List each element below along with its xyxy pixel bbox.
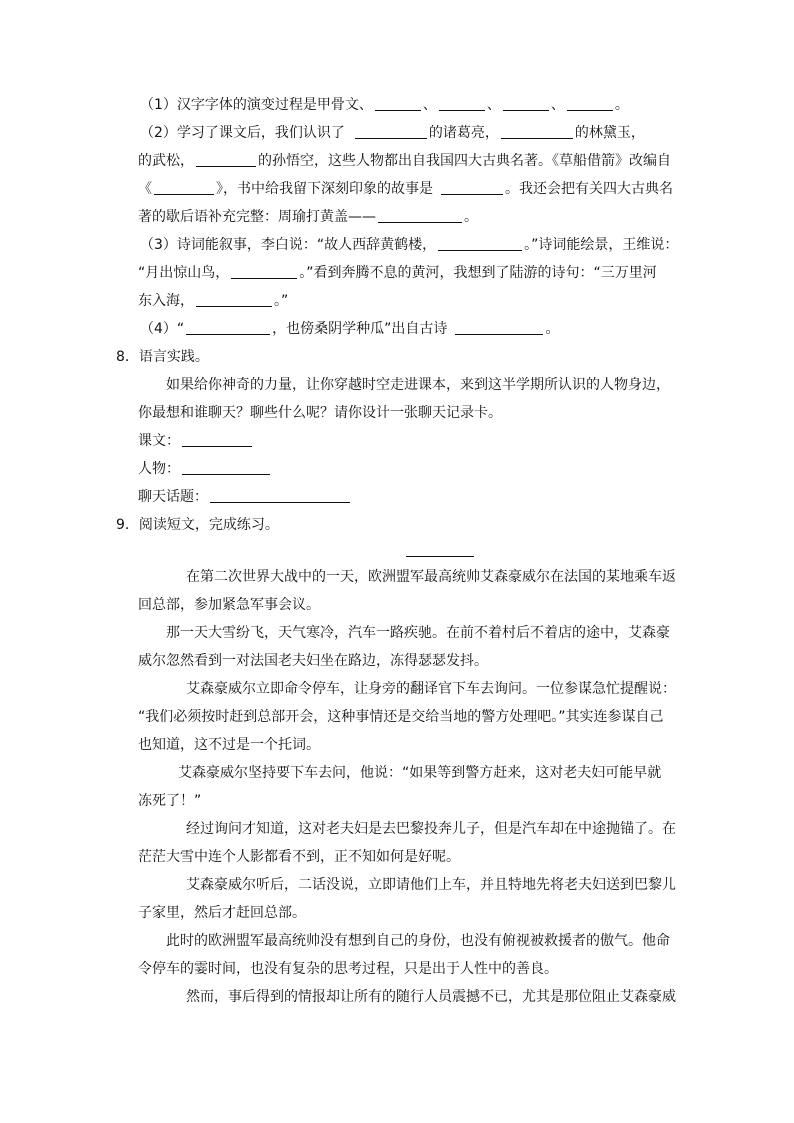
answer-blank[interactable]	[501, 124, 573, 139]
passage-line: 茫茫大雪中连个人影都看不到，正不知如何是好呢。	[138, 849, 460, 865]
passage-line: 冻死了！”	[138, 793, 202, 809]
passage-line: “我们必须按时赶到总部开会，这种事情还是交给当地的警方处理吧。”其实连参谋自己	[138, 709, 664, 725]
q7-line-9	[140, 320, 559, 338]
q7-text: 。	[614, 97, 629, 113]
field-label: 聊天话题：	[138, 489, 208, 505]
q7-line-2	[140, 124, 645, 142]
q7-text: （1）汉字字体的演变过程是甲骨文、	[140, 97, 373, 113]
passage-line: 在第二次世界大战中的一天，欧洲盟军最高统帅艾森豪威尔在法国的某地乘车返	[186, 569, 676, 585]
q7-text: “月出惊山鸟，	[138, 265, 230, 281]
passage-line: 子家里，然后才赶回总部。	[138, 905, 306, 921]
q7-text: 《	[138, 181, 152, 197]
q8-field-text	[138, 432, 254, 450]
q7-text: 。”	[274, 293, 289, 309]
q7-line-8	[138, 292, 288, 310]
passage-line: 那一天大雪纷飞，天气寒冷，汽车一路疾驰。在前不着村后不着店的途中，艾森豪	[166, 625, 670, 641]
q7-text: （3）诗词能叙事，李白说：“故人西辞黄鹤楼，	[140, 237, 437, 253]
q9-title: 9．阅读短文，完成练习。	[116, 517, 279, 533]
q7-text: 、	[422, 97, 437, 113]
answer-blank[interactable]	[439, 96, 485, 111]
q7-text: 著的歇后语补充完整：周瑜打黄盖——	[138, 209, 376, 225]
q7-text: 的林黛玉，	[574, 125, 645, 141]
passage-line: 艾森豪威尔听后，二话没说，立即请他们上车，并且特地先将老夫妇送到巴黎儿	[186, 877, 676, 893]
answer-blank[interactable]	[503, 96, 549, 111]
answer-blank[interactable]	[154, 180, 214, 195]
q7-text: 。”看到奔腾不息的黄河，我想到了陆游的诗句：“三万里河	[299, 265, 657, 281]
q7-text: 的诸葛亮，	[428, 125, 499, 141]
passage-line: 经过询问才知道，这对老夫妇是去巴黎投奔儿子，但是汽车却在中途抛锚了。在	[186, 821, 676, 837]
answer-blank[interactable]	[231, 264, 297, 279]
passage-line: 回总部，参加紧急军事会议。	[138, 597, 320, 613]
q7-text: 的武松，	[138, 153, 194, 169]
q7-text: ，也傍桑阴学种瓜”出自古诗	[272, 321, 448, 337]
answer-blank[interactable]	[355, 124, 427, 139]
q7-text: 。”诗词能绘景，王维说：	[524, 237, 679, 253]
passage-line: 威尔忽然看到一对法国老夫妇坐在路边，冻得瑟瑟发抖。	[138, 653, 488, 669]
q7-text: 》，书中给我留下深刻印象的故事是	[216, 181, 433, 197]
q7-text: 、	[486, 97, 501, 113]
answer-blank[interactable]	[375, 96, 421, 111]
q7-text: （2）学习了课文后，我们认识了	[140, 125, 345, 141]
q7-text: 。我还会把有关四大古典名	[505, 181, 673, 197]
answer-blank[interactable]	[438, 236, 522, 251]
passage-line: 艾森豪威尔坚持要下车去问，他说：“如果等到警方赶来，这对老夫妇可能早就	[178, 765, 662, 781]
q8-paragraph: 如果给你神奇的力量，让你穿越时空走进课本，来到这半学期所认识的人物身边，	[166, 377, 670, 393]
text-answer-blank[interactable]	[182, 432, 252, 447]
field-label: 课文：	[138, 433, 180, 449]
passage-line: 令停车的霎时间，也没有复杂的思考过程，只是出于人性中的善良。	[138, 961, 558, 977]
answer-blank[interactable]	[378, 208, 462, 223]
q8-field-topic	[138, 488, 352, 506]
q7-text: 的孙悟空，这些人物都出自我国四大古典名著。《草船借箭》改编自	[258, 153, 671, 169]
q7-text: （4）“	[140, 321, 185, 337]
answer-blank[interactable]	[186, 320, 270, 335]
passage-line: 然而，事后得到的情报却让所有的随行人员震撼不已，尤其是那位阻止艾森豪威	[186, 989, 676, 1005]
passage-line: 此时的欧洲盟军最高统帅没有想到自己的身份，也没有俯视被救援者的傲气。他命	[166, 933, 670, 949]
q7-line-5	[138, 208, 478, 226]
answer-blank[interactable]	[455, 320, 543, 335]
q7-line-4	[138, 180, 673, 198]
q8-field-person	[138, 460, 272, 478]
q7-line-1	[140, 96, 629, 114]
answer-blank[interactable]	[441, 180, 503, 195]
q7-text: 。	[464, 209, 478, 225]
q7-text: 。	[545, 321, 560, 337]
passage-line: 艾森豪威尔立即命令停车，让身旁的翻译官下车去询问。一位参谋急忙提醒说：	[186, 681, 676, 697]
answer-blank[interactable]	[196, 152, 256, 167]
q8-paragraph: 你最想和谁聊天？聊些什么呢？请你设计一张聊天记录卡。	[138, 405, 502, 421]
q7-line-6	[140, 236, 678, 254]
topic-answer-blank[interactable]	[210, 488, 350, 503]
q7-line-3	[138, 152, 671, 170]
q7-text: 东入海，	[138, 293, 194, 309]
q8-title: 8．语言实践。	[116, 349, 209, 365]
person-answer-blank[interactable]	[182, 460, 270, 475]
field-label: 人物：	[138, 461, 180, 477]
q7-text: 、	[550, 97, 565, 113]
q7-line-7	[138, 264, 657, 282]
passage-title-blank[interactable]	[406, 556, 474, 557]
passage-line: 也知道，这不过是一个托词。	[138, 737, 320, 753]
answer-blank[interactable]	[567, 96, 613, 111]
answer-blank[interactable]	[196, 292, 272, 307]
